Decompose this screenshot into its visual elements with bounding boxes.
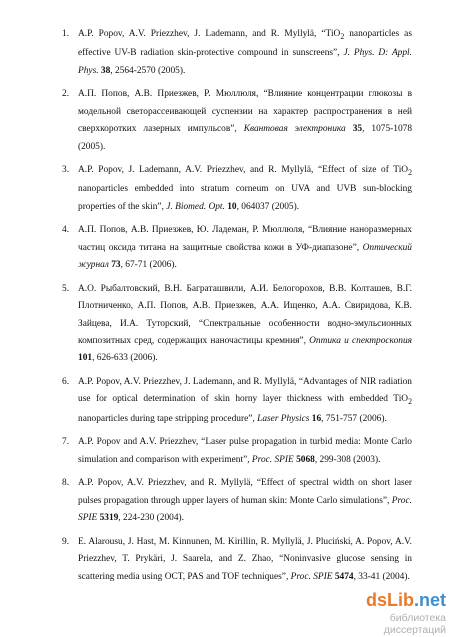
reference-number: 5. <box>62 283 70 294</box>
volume-number: 16 <box>311 413 322 424</box>
reference-fragment: , 2564-2570 (2005). <box>110 65 186 76</box>
reference-text <box>78 29 412 76</box>
subscript: 2 <box>408 397 412 407</box>
reference-number: 9. <box>62 536 70 547</box>
volume-number: 101 <box>78 353 93 364</box>
journal-title: Квантовая электроника <box>243 124 346 135</box>
reference-item <box>62 222 412 274</box>
reference-item <box>62 534 412 586</box>
reference-number: 3. <box>62 165 70 176</box>
reference-fragment: , 224-230 (2004). <box>118 513 184 524</box>
subscript: 2 <box>340 31 345 41</box>
reference-fragment: A.P. Popov, A.V. Priezzhev, J. Lademann, and R. Myllylä, “Advantages of NIR radiation use for optical determination of skin horny layer thickness with embedded TiO <box>78 377 412 405</box>
reference-text <box>78 89 412 151</box>
dslib-logo <box>336 590 446 610</box>
reference-fragment: , 751-757 (2006). <box>321 413 387 424</box>
reference-text <box>78 165 412 212</box>
volume-number: 5474 <box>334 571 354 582</box>
reference-text <box>78 537 412 582</box>
reference-fragment: , 626-633 (2006). <box>92 353 158 364</box>
reference-fragment: A.P. Popov and A.V. Priezzhev, “Laser pulse propagation in turbid media: Monte Carlo simulation and comparison with experiment”, <box>78 437 412 465</box>
volume-number: 5319 <box>99 513 119 524</box>
reference-number: 6. <box>62 377 70 387</box>
reference-fragment: nanoparticles embedded into stratum corneum on UVA and UVB sun-blocking properties of the skin”, <box>78 184 412 212</box>
reference-fragment: , 1075-1078 (2005). <box>78 124 413 152</box>
reference-fragment: A.P. Popov, A.V. Priezzhev, J. Lademann, and R. Myllylä, “TiO <box>78 29 341 39</box>
journal-title: J. Phys. D: Appl. Phys. <box>78 48 412 76</box>
reference-fragment: А.П. Попов, А.В. Приезжев, Ю. Ладеман, Р. Мюллюля, “Влияние наноразмерных частиц оксида титана на защитные свойства кожи в УФ-диапазоне”, <box>78 225 412 253</box>
reference-text <box>78 225 412 270</box>
reference-fragment: А.П. Попов, А.В. Приезжев, Р. Мюллюля, “Влияние концентрации глюкозы в модельной светорассеивающей суспензии на характер распространения в ней сверхкоротких лазерных импульсов”, <box>78 89 412 135</box>
volume-number: 35 <box>352 124 363 135</box>
reference-fragment: A.P. Popov, A.V. Priezzhev, and R. Myllylä, “Effect of spectral width on short laser pulses propagation through upper layers of human skin: Monte Carlo simulations”, <box>78 478 412 506</box>
journal-title: Оптика и спектроскопия <box>309 336 412 346</box>
reference-text <box>78 478 412 523</box>
reference-fragment: nanoparticles during tape stripping procedure”, <box>78 413 258 424</box>
journal-title: Proc. SPIE <box>251 454 294 465</box>
reference-item <box>62 281 412 368</box>
reference-fragment: А.О. Рыбалтовский, В.Н. Баграташвили, А.И. Белогорохов, В.В. Колташев, В.Г. Плотниченко, А.П. Попов, А.В. Приезжев, А.А. Ищенко, А.А. Свиридова, К.В. Зайцева, И.А. Туторский, “Спектральные особенности водно-эмульсионных композитных сред, содержащих наночастицы кремния”, <box>78 283 412 346</box>
reference-number: 7. <box>62 437 70 448</box>
reference-number: 8. <box>62 478 70 489</box>
reference-list <box>62 26 413 592</box>
logo-part-ds: ds <box>365 590 387 610</box>
reference-fragment: , 064037 (2005). <box>236 201 300 212</box>
reference-text <box>78 437 412 464</box>
reference-number: 4. <box>62 225 70 236</box>
volume-number: 5068 <box>296 454 315 465</box>
reference-text <box>78 377 412 424</box>
reference-item <box>62 475 412 527</box>
volume-number: 10 <box>227 201 237 212</box>
watermark-subtitle: библиотека диссертаций <box>383 612 446 636</box>
journal-title: Proc. SPIE <box>290 571 333 582</box>
logo-part-lib: Lib <box>386 590 414 610</box>
logo-part-net: .net <box>413 590 446 610</box>
reference-fragment: A.P. Popov, J. Lademann, A.V. Priezzhev, and R. Myllylä, “Effect of size of TiO <box>78 165 409 176</box>
reference-item <box>62 26 412 80</box>
reference-number: 1. <box>62 29 70 39</box>
reference-text <box>78 284 412 364</box>
reference-fragment: , 299-308 (2003). <box>314 454 381 465</box>
reference-fragment: , 33-41 (2004). <box>353 571 410 582</box>
reference-fragment: E. Alarousu, J. Hast, M. Kinnunen, M. Kirillin, R. Myllylä, J. Pluciński, A. Popov, A.V. Priezzhev, T. Prykäri, J. Saarela, and Z. Zhao, “Noninvasive glucose sensing in scattering media using OCT, PAS and TOF techniques”, <box>78 536 412 582</box>
reference-item <box>62 162 412 216</box>
watermark <box>336 590 446 636</box>
reference-item <box>62 434 412 469</box>
journal-title: Proc. SPIE <box>78 495 412 524</box>
reference-fragment: nanoparticles as effective UV-B radiation skin-protective compound in sunscreens”, <box>78 29 412 59</box>
subscript: 2 <box>408 167 412 177</box>
journal-title: J. Biomed. Opt. <box>166 201 225 212</box>
reference-item <box>62 86 413 156</box>
reference-item <box>62 374 412 428</box>
reference-number: 2. <box>62 89 70 100</box>
reference-fragment: , 67-71 (2006). <box>120 260 177 271</box>
journal-title: Laser Physics <box>257 413 310 424</box>
volume-number: 73 <box>111 260 121 271</box>
volume-number: 38 <box>100 65 111 76</box>
reference-fragment <box>346 124 353 134</box>
journal-title: Оптический журнал <box>78 242 412 271</box>
